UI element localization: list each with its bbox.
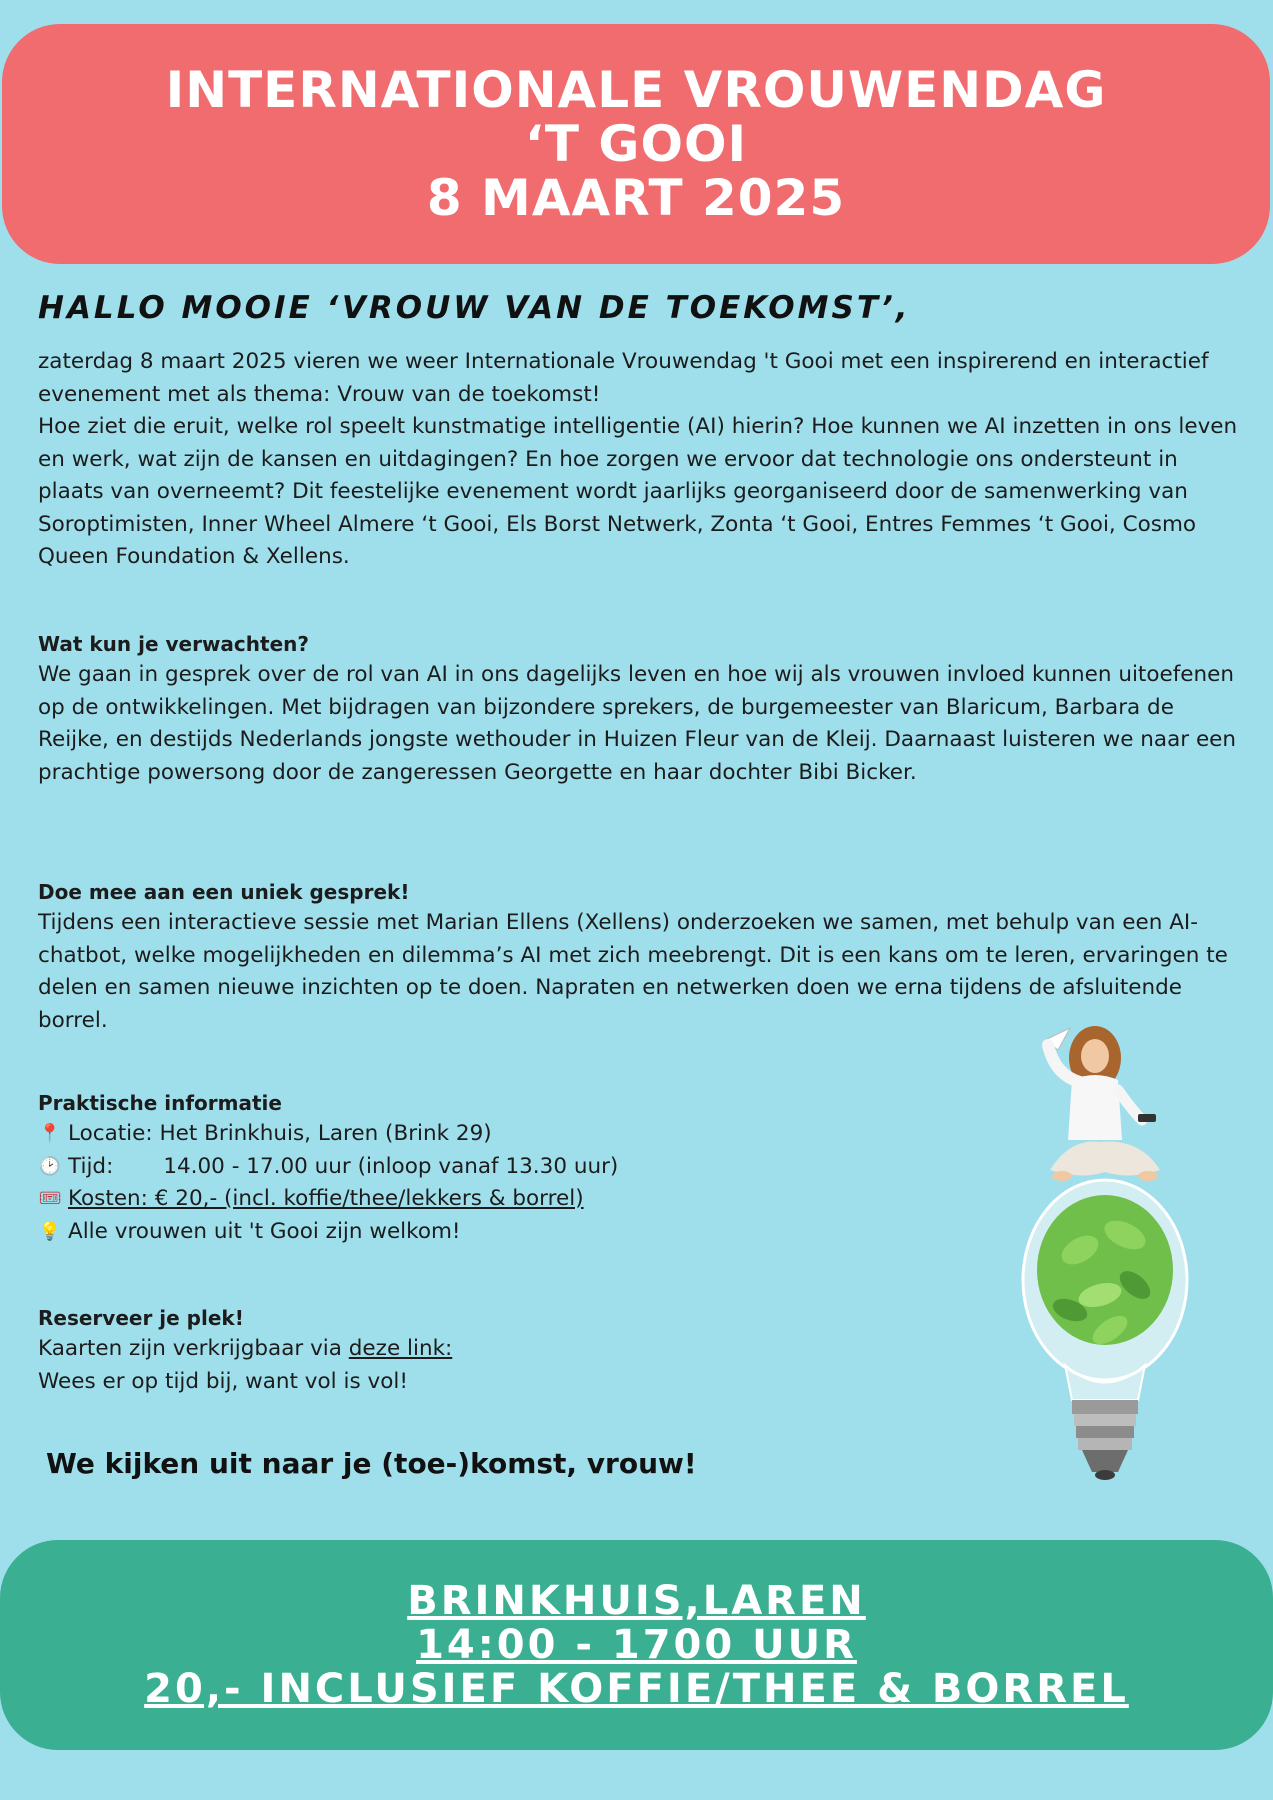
clock-icon: 🕑 (38, 1155, 62, 1177)
ticket-link[interactable]: deze link: (348, 1336, 453, 1361)
location-row (38, 1118, 758, 1151)
dialog-section (38, 877, 1243, 1037)
greeting-heading: HALLO MOOIE ‘VROUW VAN DE TOEKOMST’, (38, 290, 911, 326)
cost-row (38, 1183, 758, 1216)
woman-on-lightbulb-illustration (1010, 1020, 1220, 1520)
reserve-text (38, 1333, 758, 1366)
event-region: ‘T GOOI (524, 115, 748, 173)
header-banner (2, 24, 1270, 264)
event-title: INTERNATIONALE VROUWENDAG (165, 61, 1107, 119)
intro-paragraph-2: Hoe ziet die eruit, welke rol speelt kunstmatige intelligentie (AI) hierin? Hoe kunnen we AI inzetten in ons leven en werk, wat zijn de kansen en uitdagingen? En hoe zorgen we ervoor dat technologie ons ondersteunt in plaats van overneemt? Dit feestelijke evenement wordt jaarlijks georganiseerd door de samenwerking van Soroptimisten, Inner Wheel Almere ‘t Gooi, Els Borst Netwerk, Zonta ‘t Gooi, Entres Femmes ‘t Gooi, Cosmo Queen Foundation & Xellens. (38, 414, 1238, 569)
footer-location: BRINKHUIS,LAREN (407, 1578, 866, 1624)
closing-line: We kijken uit naar je (toe-)komst, vrouw! (46, 1447, 697, 1480)
intro-paragraph-1: zaterdag 8 maart 2025 vieren we weer Internationale Vrouwendag 't Gooi met een inspirerend en interactief evenement met als thema: Vrouw van de toekomst! (38, 349, 1209, 407)
practical-heading: Praktische informatie (38, 1091, 282, 1115)
dialog-heading: Doe mee aan een uniek gesprek! (38, 880, 410, 904)
practical-section (38, 1088, 758, 1248)
expect-section (38, 629, 1243, 789)
reserve-prefix: Kaarten zijn verkrijgbaar via (38, 1336, 349, 1361)
footer-time: 14:00 - 1700 UUR (416, 1622, 857, 1668)
welcome-row (38, 1216, 758, 1249)
time-value: 14.00 - 17.00 uur (inloop vanaf 13.30 uur) (163, 1153, 619, 1179)
reserve-section (38, 1303, 758, 1398)
time-row (38, 1151, 758, 1184)
cost-text: Kosten: € 20,- (incl. koffie/thee/lekkers & borrel) (68, 1186, 584, 1211)
reserve-line2: Wees er op tijd bij, want vol is vol! (38, 1368, 408, 1394)
location-text: Locatie: Het Brinkhuis, Laren (Brink 29) (68, 1121, 492, 1146)
footer-price: 20,- INCLUSIEF KOFFIE/THEE & BORREL (144, 1666, 1129, 1712)
expect-text: We gaan in gesprek over de rol van AI in ons dagelijks leven en hoe wij als vrouwen invloed kunnen uitoefenen op de ontwikkelingen. Met bijdragen van bijzondere sprekers, de burgemeester van Blaricum, Barbara de Reijke, en destijds Nederlands jongste wethouder in Huizen Fleur van de Kleij. Daarnaast luisteren we naar een prachtige powersong door de zangeressen Georgette en haar dochter Bibi Bicker. (38, 662, 1237, 785)
footer-banner (0, 1540, 1273, 1750)
expect-heading: Wat kun je verwachten? (38, 632, 309, 656)
reserve-heading: Reserveer je plek! (38, 1306, 244, 1330)
lightbulb-icon: 💡 (38, 1220, 62, 1242)
pin-icon: 📍 (38, 1123, 62, 1144)
event-date: 8 MAART 2025 (426, 169, 846, 227)
dialog-text: Tijdens een interactieve sessie met Marian Ellens (Xellens) onderzoeken we samen, met behulp van een AI-chatbot, welke mogelijkheden en dilemma’s AI met zich meebrengt. Dit is een kans om te leren, ervaringen te delen en samen nieuwe inzichten op te doen. Napraten en netwerken doen we erna tijdens de afsluitende borrel. (38, 910, 1228, 1033)
intro-section (38, 346, 1243, 574)
time-label: Tijd: (68, 1153, 114, 1179)
ticket-icon: 🎟 (38, 1188, 62, 1209)
welcome-text: Alle vrouwen uit 't Gooi zijn welkom! (68, 1218, 461, 1244)
